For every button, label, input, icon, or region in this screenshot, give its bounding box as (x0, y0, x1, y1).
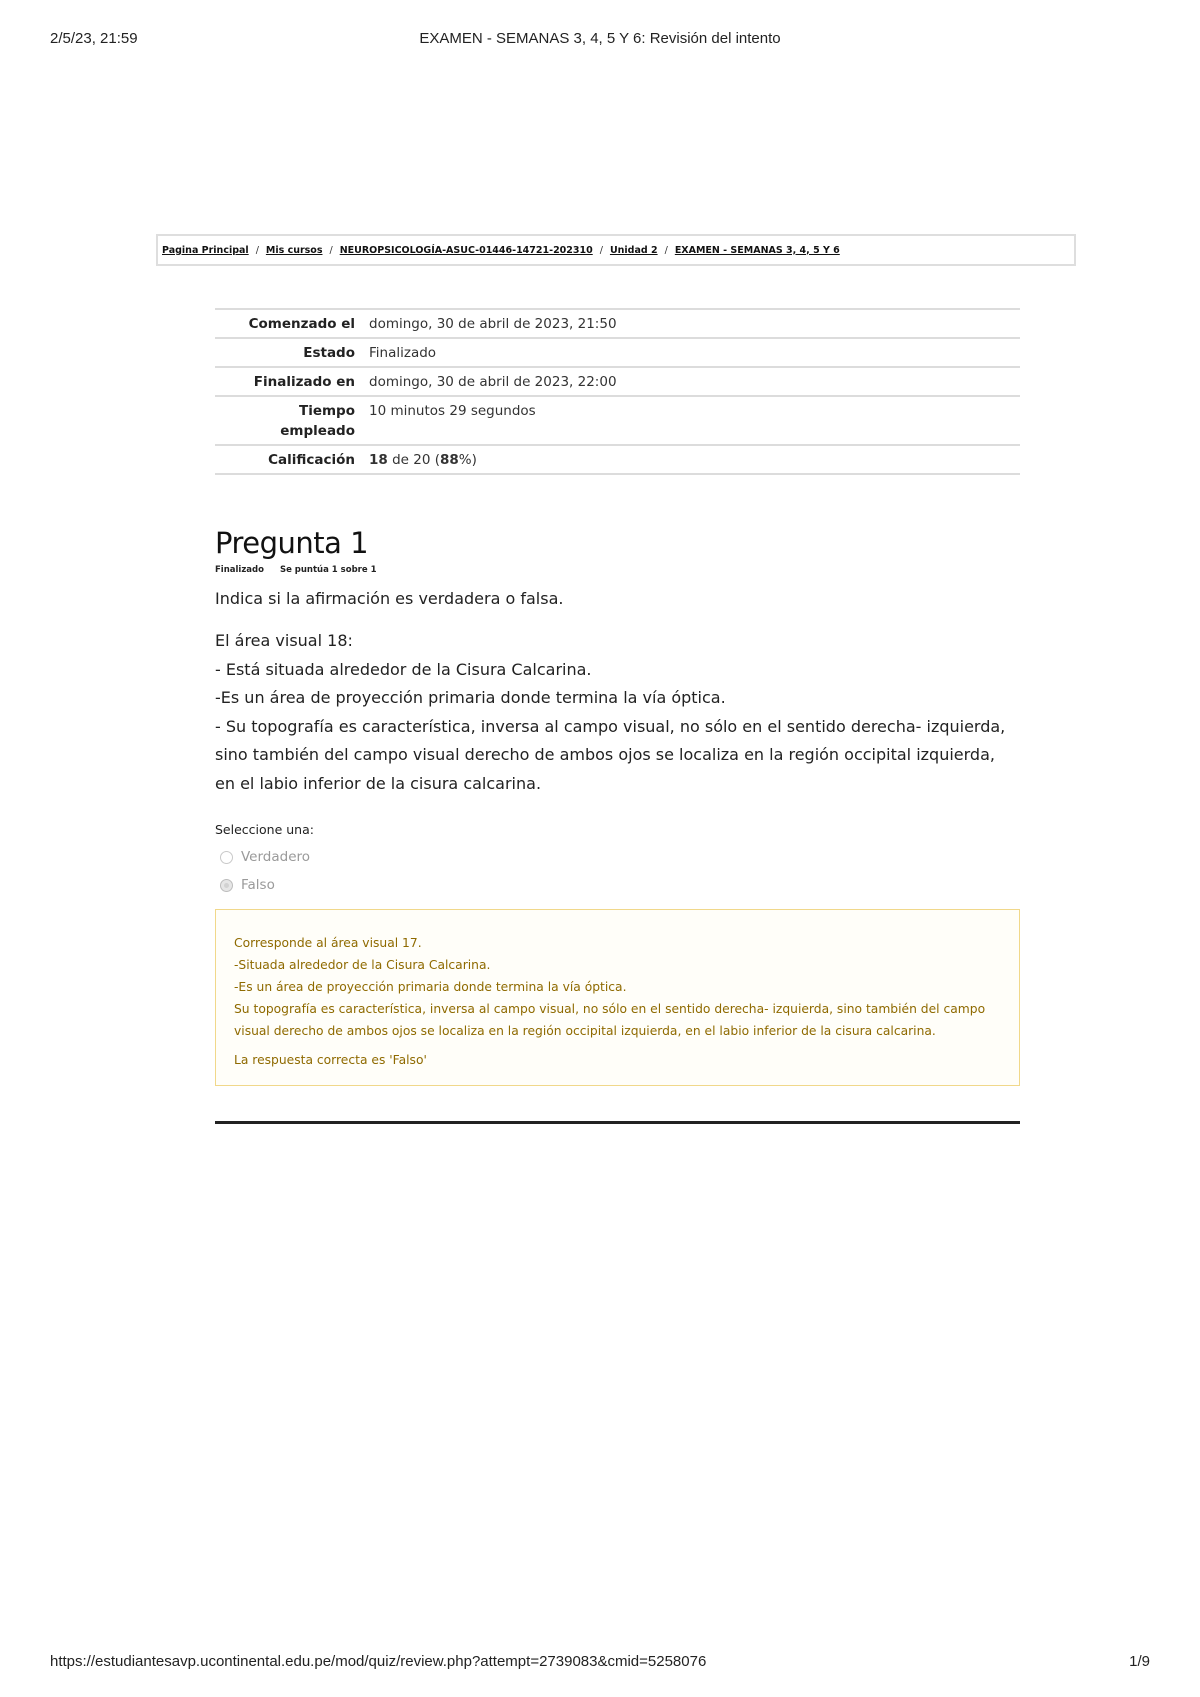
grade-percent: 88 (440, 452, 459, 468)
answer-option-label: Falso (241, 877, 275, 893)
correct-answer-text: La respuesta correcta es 'Falso' (234, 1053, 427, 1067)
question-divider (215, 1121, 1020, 1124)
question-text-line: sino también del campo visual derecho de ambos ojos se localiza en la región occipital izquierda, (215, 745, 995, 764)
summary-row-state (215, 338, 1020, 367)
feedback-line: visual derecho de ambos ojos se localiza en la región occipital izquierda, en el labio inferior de la cisura calcarina. (234, 1024, 936, 1038)
grade-end: %) (458, 452, 477, 468)
print-footer (50, 1653, 1150, 1673)
grade-rest: de 20 ( (392, 452, 440, 468)
question-text-line: -Es un área de proyección primaria donde termina la vía óptica. (215, 688, 726, 707)
breadcrumb-separator: / (329, 244, 333, 256)
summary-label-line: empleado (280, 423, 355, 439)
question-text-line: - Está situada alrededor de la Cisura Calcarina. (215, 659, 592, 679)
question-text-line: El área visual 18: (215, 631, 353, 650)
breadcrumb-my-courses-link[interactable]: Mis cursos (265, 244, 323, 256)
breadcrumb-exam-link[interactable]: EXAMEN - SEMANAS 3, 4, 5 Y 6 (674, 244, 840, 256)
summary-label-line: Tiempo (299, 403, 355, 419)
summary-row-grade (215, 445, 1020, 474)
question-block (215, 525, 1020, 893)
summary-row-time (215, 396, 1020, 445)
summary-label: Estado (303, 345, 355, 361)
question-info (215, 565, 1020, 575)
question-text (215, 627, 1020, 798)
breadcrumb-separator: / (664, 244, 668, 256)
feedback-line: Corresponde al área visual 17. (234, 936, 422, 950)
print-page-title: EXAMEN - SEMANAS 3, 4, 5 Y 6: Revisión del intento (419, 30, 781, 47)
breadcrumb-course-link[interactable]: NEUROPSICOLOGÍA-ASUC-01446-14721-202310 (339, 244, 593, 256)
answer-feedback-box (215, 909, 1020, 1086)
summary-row-finished (215, 367, 1020, 396)
select-one-label: Seleccione una: (215, 822, 314, 837)
feedback-line: Su topografía es característica, inversa al campo visual, no sólo en el sentido derecha- izquierda, sino también del campo (234, 1002, 986, 1016)
breadcrumb-unit-link[interactable]: Unidad 2 (609, 244, 658, 256)
summary-value (365, 445, 1020, 474)
feedback-line: -Situada alrededor de la Cisura Calcarina. (234, 958, 491, 972)
grade-score: 18 (369, 452, 388, 468)
feedback-line: -Es un área de proyección primaria donde termina la vía óptica. (234, 980, 627, 994)
breadcrumb-home-link[interactable]: Pagina Principal (162, 244, 249, 256)
breadcrumb (156, 234, 1076, 266)
summary-label: Finalizado en (253, 374, 355, 390)
answer-option-label: Verdadero (241, 849, 311, 865)
question-prompt: Indica si la afirmación es verdadera o falsa. (215, 589, 564, 608)
answer-option-falso[interactable] (215, 877, 1020, 893)
question-text-line: en el labio inferior de la cisura calcarina. (215, 773, 542, 793)
print-url: https://estudiantesavp.ucontinental.edu.pe/mod/quiz/review.php?attempt=2739083&cmid=5258076 (50, 1653, 707, 1670)
breadcrumb-separator: / (599, 244, 603, 256)
radio-button[interactable] (220, 851, 233, 864)
radio-button-selected[interactable] (220, 879, 233, 892)
summary-label (215, 396, 365, 445)
question-points: Se puntúa 1 sobre 1 (279, 565, 377, 575)
question-status: Finalizado (215, 565, 264, 575)
print-datetime: 2/5/23, 21:59 (50, 30, 138, 47)
breadcrumb-separator: / (255, 244, 259, 256)
summary-value: domingo, 30 de abril de 2023, 21:50 (369, 316, 617, 332)
question-title: Pregunta 1 (215, 526, 369, 560)
question-text-line: - Su topografía es característica, inversa al campo visual, no sólo en el sentido derecha- izquierda, (215, 716, 1006, 736)
print-page-number: 1/9 (1129, 1653, 1150, 1670)
summary-label: Comenzado el (248, 316, 355, 332)
summary-value: domingo, 30 de abril de 2023, 22:00 (369, 374, 617, 390)
answer-option-verdadero[interactable] (215, 849, 1020, 865)
attempt-summary-table (215, 308, 1020, 475)
print-header (50, 30, 1150, 50)
summary-label: Calificación (268, 452, 355, 468)
summary-row-started (215, 309, 1020, 338)
summary-value: 10 minutos 29 segundos (369, 403, 536, 419)
summary-value: Finalizado (369, 345, 437, 361)
